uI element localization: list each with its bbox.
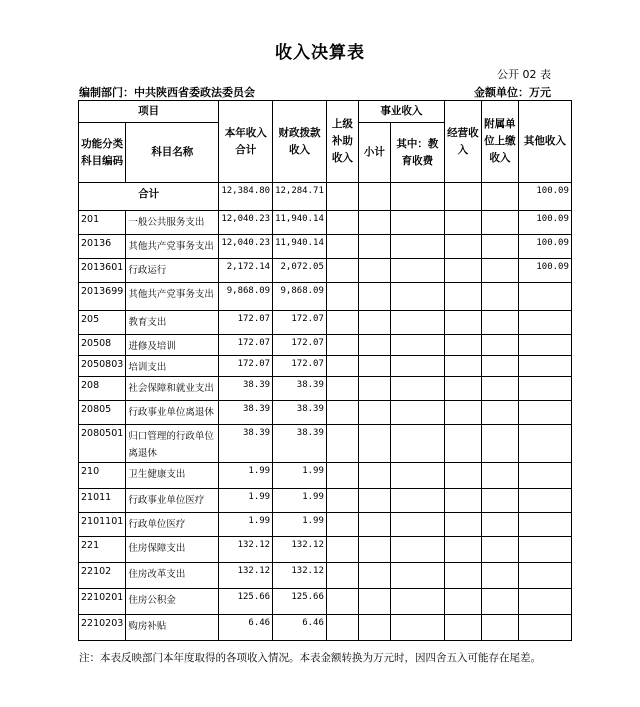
row-edu-fee-cell (390, 463, 444, 489)
row-code-cell: 201 (79, 211, 126, 235)
row-affiliated-cell (481, 513, 518, 537)
row-subtotal-cell (358, 425, 390, 463)
total-edu-fee-cell (390, 183, 444, 211)
row-fiscal-cell: 172.07 (273, 356, 327, 377)
table-row (79, 377, 572, 401)
row-total-cell: 125.66 (219, 589, 273, 615)
row-edu-fee-cell (390, 283, 444, 311)
row-affiliated-cell (481, 401, 518, 425)
row-affiliated-cell (481, 425, 518, 463)
row-total-cell: 1.99 (219, 463, 273, 489)
row-other-cell (518, 401, 571, 425)
total-affiliated-cell (481, 183, 518, 211)
row-edu-fee-cell (390, 377, 444, 401)
row-superior-cell (326, 513, 358, 537)
row-operating-cell (444, 283, 481, 311)
row-subtotal-cell (358, 377, 390, 401)
row-other-cell (518, 377, 571, 401)
table-row (79, 401, 572, 425)
total-superior-cell (326, 183, 358, 211)
row-superior-cell (326, 489, 358, 513)
row-affiliated-cell (481, 463, 518, 489)
row-edu-fee-cell (390, 335, 444, 356)
row-subtotal-cell (358, 259, 390, 283)
row-code-cell: 2013601 (79, 259, 126, 283)
row-subtotal-cell (358, 335, 390, 356)
row-subtotal-cell (358, 283, 390, 311)
row-superior-cell (326, 211, 358, 235)
row-superior-cell (326, 425, 358, 463)
row-other-cell (518, 335, 571, 356)
row-superior-cell (326, 463, 358, 489)
row-edu-fee-cell (390, 563, 444, 589)
department-label: 编制部门：中共陕西省委政法委员会 (79, 86, 255, 99)
row-operating-cell (444, 235, 481, 259)
row-subtotal-cell (358, 463, 390, 489)
table-row (79, 425, 572, 463)
total-fiscal-cell: 12,284.71 (273, 183, 327, 211)
row-superior-cell (326, 563, 358, 589)
row-affiliated-cell (481, 211, 518, 235)
row-edu-fee-cell (390, 615, 444, 641)
row-code-cell: 221 (79, 537, 126, 563)
row-superior-cell (326, 589, 358, 615)
row-fiscal-cell: 9,868.09 (273, 283, 327, 311)
row-fiscal-cell: 172.07 (273, 335, 327, 356)
row-other-cell: 100.09 (518, 235, 571, 259)
row-affiliated-cell (481, 335, 518, 356)
row-affiliated-cell (481, 377, 518, 401)
row-edu-fee-cell (390, 589, 444, 615)
row-total-cell: 1.99 (219, 513, 273, 537)
row-other-cell (518, 513, 571, 537)
row-code-cell: 2013699 (79, 283, 126, 311)
row-total-cell: 38.39 (219, 377, 273, 401)
row-code-cell: 2210203 (79, 615, 126, 641)
row-subtotal-cell (358, 489, 390, 513)
row-other-cell (518, 589, 571, 615)
row-affiliated-cell (481, 563, 518, 589)
total-income-cell: 12,384.80 (219, 183, 273, 211)
row-fiscal-cell: 38.39 (273, 401, 327, 425)
total-operating-cell (444, 183, 481, 211)
row-total-cell: 1.99 (219, 489, 273, 513)
row-total-cell: 6.46 (219, 615, 273, 641)
row-subtotal-cell (358, 537, 390, 563)
row-other-cell (518, 311, 571, 335)
row-code-cell: 2050803 (79, 356, 126, 377)
row-superior-cell (326, 401, 358, 425)
table-row (79, 211, 572, 235)
row-code-cell: 208 (79, 377, 126, 401)
table-row (79, 335, 572, 356)
header-subject-name: 科目名称 (126, 123, 219, 183)
row-affiliated-cell (481, 259, 518, 283)
row-name-cell: 行政单位医疗 (126, 513, 219, 537)
table-row (79, 356, 572, 377)
income-table (78, 100, 572, 641)
row-operating-cell (444, 401, 481, 425)
header-superior: 上级补助收入 (326, 101, 358, 183)
row-other-cell: 100.09 (518, 211, 571, 235)
row-code-cell: 210 (79, 463, 126, 489)
row-affiliated-cell (481, 283, 518, 311)
row-total-cell: 12,040.23 (219, 211, 273, 235)
row-edu-fee-cell (390, 235, 444, 259)
row-operating-cell (444, 463, 481, 489)
row-name-cell: 进修及培训 (126, 335, 219, 356)
row-subtotal-cell (358, 401, 390, 425)
row-other-cell (518, 537, 571, 563)
row-affiliated-cell (481, 489, 518, 513)
row-operating-cell (444, 335, 481, 356)
row-code-cell: 205 (79, 311, 126, 335)
row-name-cell: 行政运行 (126, 259, 219, 283)
row-fiscal-cell: 2,072.05 (273, 259, 327, 283)
row-superior-cell (326, 259, 358, 283)
row-total-cell: 12,040.23 (219, 235, 273, 259)
row-fiscal-cell: 1.99 (273, 489, 327, 513)
header-subtotal: 小计 (358, 123, 390, 183)
row-other-cell (518, 425, 571, 463)
row-total-cell: 2,172.14 (219, 259, 273, 283)
row-edu-fee-cell (390, 513, 444, 537)
row-edu-fee-cell (390, 401, 444, 425)
footnote: 注：本表反映部门本年度取得的各项收入情况。本表金额转换为万元时，因四舍五入可能存在尾差。 (79, 652, 541, 664)
row-code-cell: 20136 (79, 235, 126, 259)
row-fiscal-cell: 125.66 (273, 589, 327, 615)
row-operating-cell (444, 211, 481, 235)
table-row (79, 463, 572, 489)
row-code-cell: 21011 (79, 489, 126, 513)
table-row (79, 589, 572, 615)
row-total-cell: 172.07 (219, 335, 273, 356)
total-row (79, 183, 572, 211)
row-operating-cell (444, 615, 481, 641)
unit-label: 金额单位：万元 (474, 86, 551, 99)
row-other-cell (518, 356, 571, 377)
row-edu-fee-cell (390, 311, 444, 335)
row-other-cell (518, 463, 571, 489)
row-operating-cell (444, 537, 481, 563)
row-fiscal-cell: 38.39 (273, 425, 327, 463)
page-title: 收入决算表 (275, 43, 365, 63)
row-fiscal-cell: 132.12 (273, 537, 327, 563)
row-code-cell: 2101101 (79, 513, 126, 537)
row-subtotal-cell (358, 211, 390, 235)
row-total-cell: 132.12 (219, 537, 273, 563)
row-superior-cell (326, 311, 358, 335)
row-other-cell (518, 615, 571, 641)
row-name-cell: 培训支出 (126, 356, 219, 377)
table-row (79, 235, 572, 259)
row-operating-cell (444, 513, 481, 537)
row-name-cell: 其他共产党事务支出 (126, 283, 219, 311)
row-name-cell: 住房改革支出 (126, 563, 219, 589)
header-item: 项目 (79, 101, 219, 123)
row-operating-cell (444, 259, 481, 283)
row-subtotal-cell (358, 513, 390, 537)
row-operating-cell (444, 563, 481, 589)
row-superior-cell (326, 235, 358, 259)
row-code-cell: 20508 (79, 335, 126, 356)
header-affiliated: 附属单位上缴收入 (481, 101, 518, 183)
row-subtotal-cell (358, 589, 390, 615)
header-fiscal: 财政拨款收入 (273, 101, 327, 183)
table-row (79, 563, 572, 589)
row-fiscal-cell: 1.99 (273, 513, 327, 537)
total-label: 合计 (79, 183, 219, 211)
row-fiscal-cell: 6.46 (273, 615, 327, 641)
row-other-cell (518, 489, 571, 513)
row-total-cell: 172.07 (219, 356, 273, 377)
row-fiscal-cell: 11,940.14 (273, 235, 327, 259)
row-name-cell: 卫生健康支出 (126, 463, 219, 489)
row-other-cell (518, 283, 571, 311)
row-total-cell: 132.12 (219, 563, 273, 589)
row-superior-cell (326, 377, 358, 401)
row-name-cell: 行政事业单位离退休 (126, 401, 219, 425)
row-name-cell: 购房补贴 (126, 615, 219, 641)
table-row (79, 615, 572, 641)
row-total-cell: 38.39 (219, 425, 273, 463)
row-superior-cell (326, 335, 358, 356)
row-edu-fee-cell (390, 537, 444, 563)
row-code-cell: 22102 (79, 563, 126, 589)
row-other-cell (518, 563, 571, 589)
table-row (79, 513, 572, 537)
row-edu-fee-cell (390, 259, 444, 283)
form-number: 公开 02 表 (497, 68, 551, 81)
row-name-cell: 教育支出 (126, 311, 219, 335)
row-operating-cell (444, 311, 481, 335)
row-superior-cell (326, 283, 358, 311)
row-affiliated-cell (481, 311, 518, 335)
row-total-cell: 9,868.09 (219, 283, 273, 311)
row-operating-cell (444, 377, 481, 401)
header-operating: 经营收入 (444, 101, 481, 183)
table-row (79, 283, 572, 311)
table-row (79, 489, 572, 513)
row-other-cell: 100.09 (518, 259, 571, 283)
row-name-cell: 行政事业单位医疗 (126, 489, 219, 513)
row-affiliated-cell (481, 615, 518, 641)
row-fiscal-cell: 132.12 (273, 563, 327, 589)
row-affiliated-cell (481, 537, 518, 563)
header-total-income: 本年收入合计 (219, 101, 273, 183)
row-subtotal-cell (358, 615, 390, 641)
row-name-cell: 住房公积金 (126, 589, 219, 615)
row-operating-cell (444, 425, 481, 463)
header-edu-fee: 其中：教育收费 (390, 123, 444, 183)
header-other: 其他收入 (518, 101, 571, 183)
row-subtotal-cell (358, 356, 390, 377)
row-edu-fee-cell (390, 425, 444, 463)
row-fiscal-cell: 172.07 (273, 311, 327, 335)
row-operating-cell (444, 356, 481, 377)
row-superior-cell (326, 356, 358, 377)
row-fiscal-cell: 1.99 (273, 463, 327, 489)
table-row (79, 537, 572, 563)
header-func-code: 功能分类科目编码 (79, 123, 126, 183)
row-edu-fee-cell (390, 211, 444, 235)
row-subtotal-cell (358, 235, 390, 259)
row-code-cell: 20805 (79, 401, 126, 425)
row-name-cell: 社会保障和就业支出 (126, 377, 219, 401)
row-superior-cell (326, 537, 358, 563)
row-total-cell: 38.39 (219, 401, 273, 425)
total-subtotal-cell (358, 183, 390, 211)
row-superior-cell (326, 615, 358, 641)
total-other-cell: 100.09 (518, 183, 571, 211)
row-name-cell: 一般公共服务支出 (126, 211, 219, 235)
row-affiliated-cell (481, 589, 518, 615)
table-row (79, 259, 572, 283)
header-business: 事业收入 (358, 101, 444, 123)
row-edu-fee-cell (390, 356, 444, 377)
row-edu-fee-cell (390, 489, 444, 513)
row-fiscal-cell: 38.39 (273, 377, 327, 401)
row-total-cell: 172.07 (219, 311, 273, 335)
row-code-cell: 2080501 (79, 425, 126, 463)
row-operating-cell (444, 589, 481, 615)
row-code-cell: 2210201 (79, 589, 126, 615)
row-operating-cell (444, 489, 481, 513)
table-row (79, 311, 572, 335)
row-affiliated-cell (481, 356, 518, 377)
row-subtotal-cell (358, 563, 390, 589)
row-affiliated-cell (481, 235, 518, 259)
row-name-cell: 归口管理的行政单位离退休 (126, 425, 219, 463)
row-name-cell: 其他共产党事务支出 (126, 235, 219, 259)
row-subtotal-cell (358, 311, 390, 335)
row-name-cell: 住房保障支出 (126, 537, 219, 563)
row-fiscal-cell: 11,940.14 (273, 211, 327, 235)
